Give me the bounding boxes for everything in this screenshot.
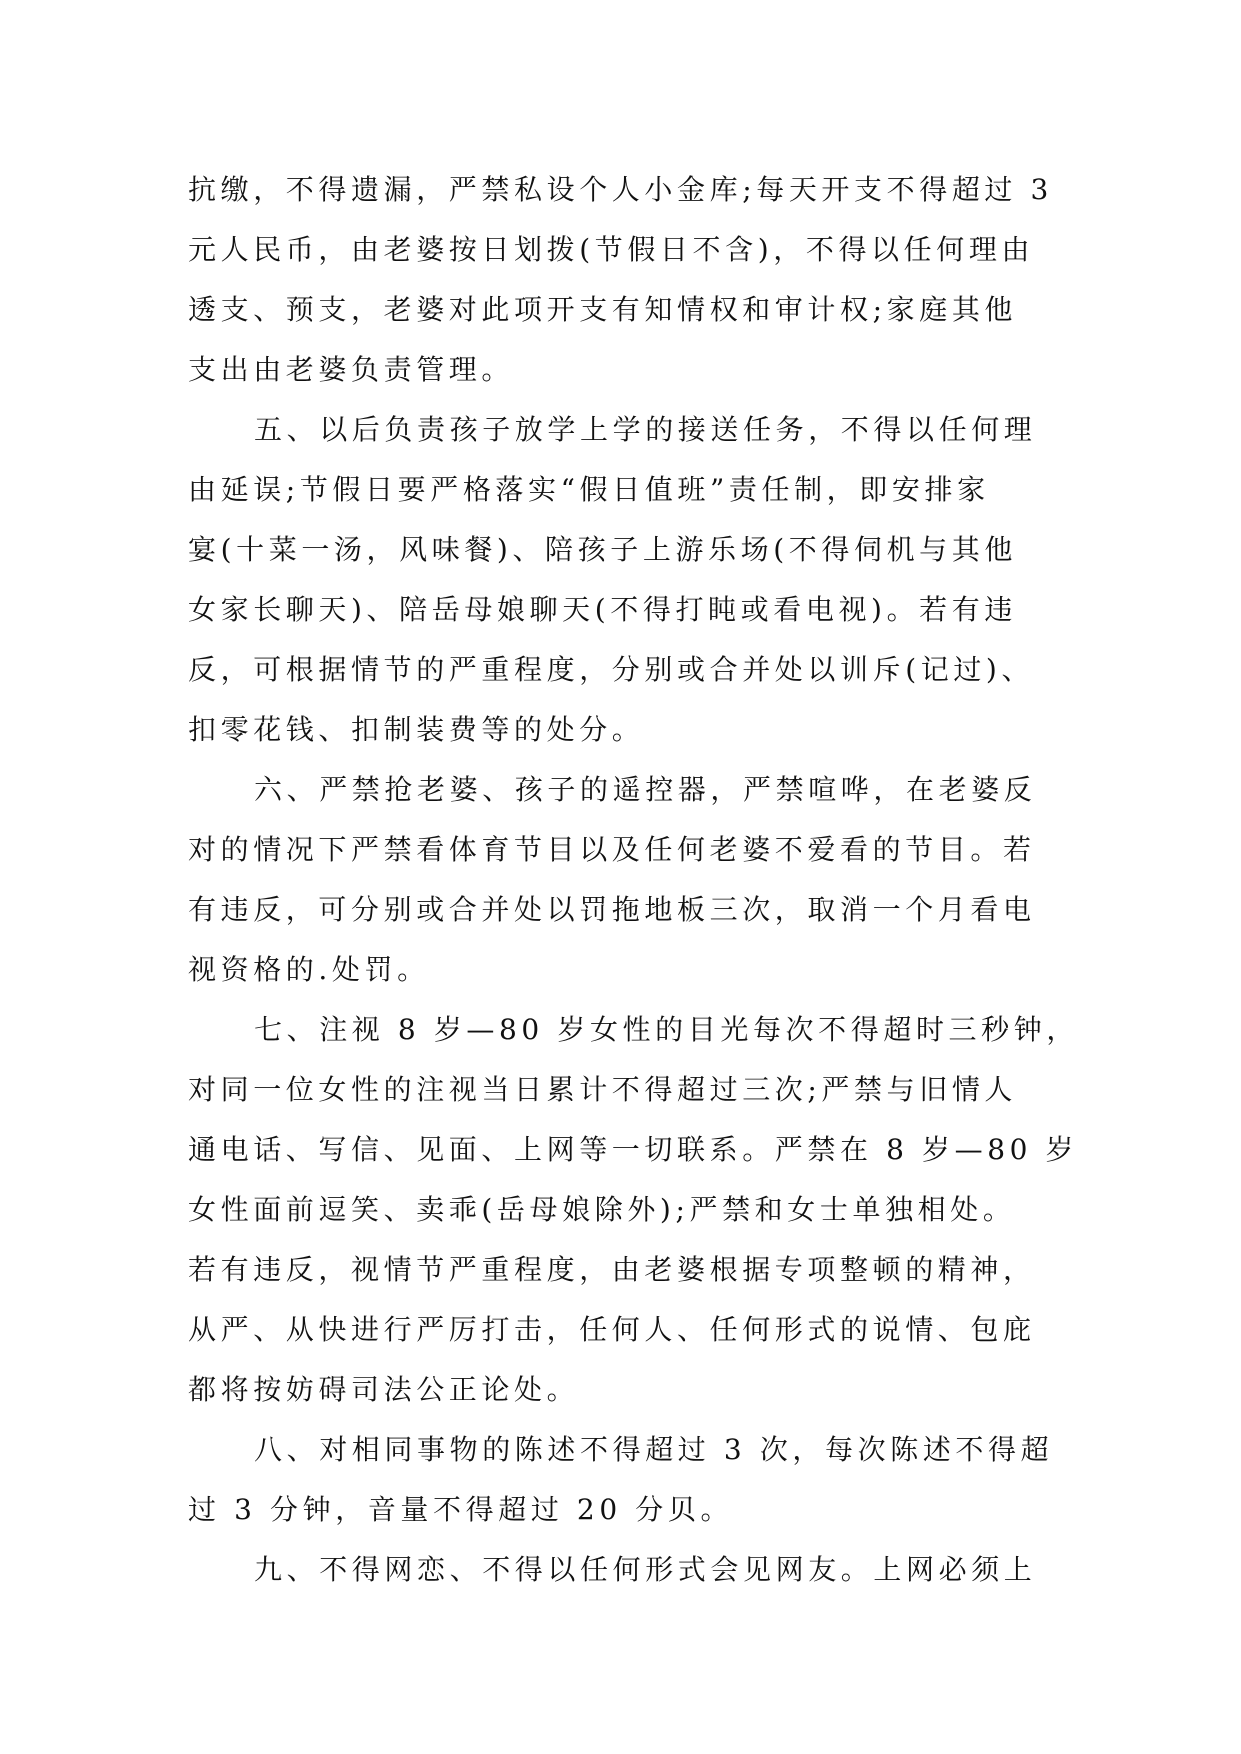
text-line: 有违反，可分别或合并处以罚拖地板三次，取消一个月看电 [188, 893, 1036, 926]
text-line: 若有违反，视情节严重程度，由老婆根据专项整顿的精神， [188, 1253, 1036, 1286]
text-line: 元人民币，由老婆按日划拨(节假日不含)，不得以任何理由 [188, 233, 1035, 266]
text-line: 由延误;节假日要严格落实“假日值班”责任制，即安排家 [188, 473, 990, 506]
paragraph-item-6 [188, 760, 1056, 1000]
text-line: 九、不得网恋、不得以任何形式会见网友。上网必须上 [254, 1553, 1037, 1586]
paragraph-item-8 [188, 1420, 1056, 1540]
text-line: 都将按妨碍司法公正论处。 [188, 1373, 580, 1406]
text-line: 通电话、写信、见面、上网等一切联系。严禁在 8 岁—80 岁 [188, 1133, 1079, 1166]
text-line: 对的情况下严禁看体育节目以及任何老婆不爱看的节目。若 [188, 833, 1036, 866]
text-line: 对同一位女性的注视当日累计不得超过三次;严禁与旧情人 [188, 1073, 1018, 1106]
text-line: 视资格的.处罚。 [188, 953, 430, 986]
paragraph-item-5 [188, 400, 1056, 760]
document-page [188, 160, 1079, 1600]
text-line: 从严、从快进行严厉打击，任何人、任何形式的说情、包庇 [188, 1313, 1036, 1346]
text-line: 宴(十菜一汤，风味餐)、陪孩子上游乐场(不得伺机与其他 [188, 533, 1017, 566]
text-line: 女家长聊天)、陪岳母娘聊天(不得打盹或看电视)。若有违 [188, 593, 1017, 626]
paragraph-item-7 [188, 1000, 1079, 1420]
text-line: 八、对相同事物的陈述不得超过 3 次，每次陈述不得超 [254, 1433, 1054, 1466]
text-line: 反，可根据情节的严重程度，分别或合并处以训斥(记过)、 [188, 653, 1035, 686]
paragraph-finance [188, 160, 1056, 400]
text-line: 女性面前逗笑、卖乖(岳母娘除外);严禁和女士单独相处。 [188, 1193, 1016, 1226]
text-line: 透支、预支，老婆对此项开支有知情权和审计权;家庭其他 [188, 293, 1018, 326]
text-line: 抗缴，不得遗漏，严禁私设个人小金库;每天开支不得超过 3 [188, 173, 1053, 206]
text-line: 七、注视 8 岁—80 岁女性的目光每次不得超时三秒钟， [254, 1013, 1079, 1046]
text-line: 六、严禁抢老婆、孩子的遥控器，严禁喧哗，在老婆反 [254, 773, 1037, 806]
text-line: 扣零花钱、扣制装费等的处分。 [188, 713, 645, 746]
text-line: 支出由老婆负责管理。 [188, 353, 515, 386]
paragraph-item-9 [188, 1540, 1056, 1600]
text-line: 五、以后负责孩子放学上学的接送任务，不得以任何理 [254, 413, 1037, 446]
text-line: 过 3 分钟，音量不得超过 20 分贝。 [188, 1493, 734, 1526]
